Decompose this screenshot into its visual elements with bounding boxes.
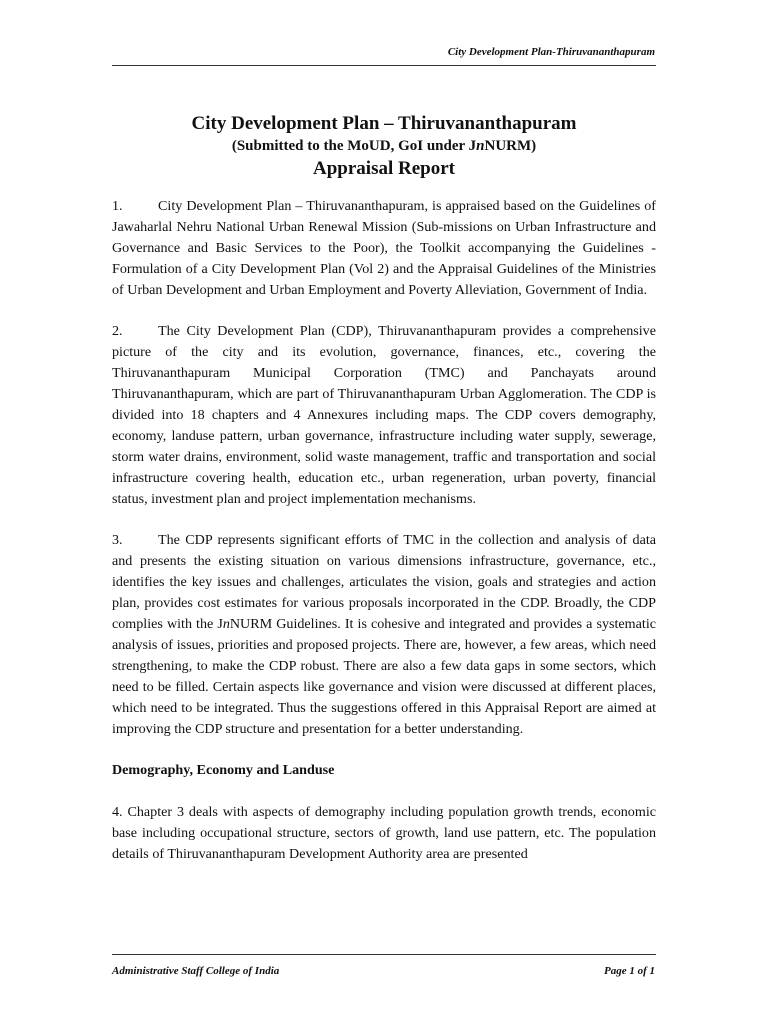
paragraph-1 [112, 196, 656, 301]
running-header: City Development Plan-Thiruvananthapuram [447, 46, 655, 58]
paragraph-2 [112, 321, 656, 509]
paragraph-number: 2. [112, 323, 123, 340]
header-divider [112, 65, 656, 66]
footer-page-number: Page 1 of 1 [603, 965, 655, 977]
subtitle-italic-n: n [476, 138, 485, 154]
paragraph-4 [112, 802, 656, 865]
footer-organization: Administrative Staff College of India [112, 965, 280, 977]
title-block [112, 112, 656, 182]
subtitle-open-paren: ( [231, 138, 237, 154]
footer-divider [112, 954, 656, 955]
document-title: City Development Plan – Thiruvananthapuram [191, 113, 577, 134]
paragraph-italic-n: n [222, 616, 230, 633]
subtitle-text-2: NURM) [484, 138, 537, 154]
paragraph-number: 3. [112, 532, 123, 549]
paragraph-text: City Development Plan – Thiruvananthapuram, is appraised based on the Guidelines of Jawaharlal Nehru National Urban Renewal Mission (Sub-missions on Urban Infrastructure and Governance and Basic Services to the Poor), the Toolkit accompanying the Guidelines - Formulation of a City Development Plan (Vol 2) and the Appraisal Guidelines of the Ministries of Urban Development and Urban Employment and Poverty Alleviation, Government of India. [112, 198, 656, 298]
document-body [112, 196, 656, 886]
paragraph-text: 4. Chapter 3 deals with aspects of demography including population growth trends, economic base including occupational structure, sectors of growth, land use pattern, etc. The population details of Thiruvananthapuram Development Authority area are presented [112, 804, 656, 863]
paragraph-text-part-1: The CDP represents significant efforts of TMC in the collection and analysis of data and presents the existing situation on various dimensions infrastructure, governance, etc., identifies the key issues and challenges, articulates the vision, goals and strategies and action plan, provides cost estimates for various proposals incorporated in the CDP. Broadly, the CDP complies with the J [112, 532, 656, 633]
section-heading: Demography, Economy and Landuse [112, 762, 335, 779]
paragraph-text: The City Development Plan (CDP), Thiruvananthapuram provides a comprehensive picture of the city and its evolution, governance, finances, etc., covering the Thiruvananthapuram Municipal Corporation (TMC) and Panchayats around Thiruvananthapuram, which are part of Thiruvananthapuram Urban Agglomeration. The CDP is divided into 18 chapters and 4 Annexures including maps. The CDP covers demography, economy, landuse pattern, urban governance, infrastructure including water supply, sewerage, storm water drains, environment, solid waste management, traffic and transportation and social infrastructure covering health, education etc., urban regeneration, urban poverty, financial status, investment plan and project implementation mechanisms. [112, 323, 656, 507]
paragraph-number: 1. [112, 198, 123, 214]
document-subtitle [112, 136, 656, 156]
subtitle-text-1: Submitted to the MoUD, GoI under J [236, 138, 477, 154]
report-title: Appraisal Report [313, 158, 455, 179]
paragraph-3 [112, 530, 656, 739]
paragraph-text-part-2: NURM Guidelines. It is cohesive and integrated and provides a systematic analysis of issues, priorities and proposed projects. There are, however, a few areas, which need strengthening, to make the CDP robust. There are also a few data gaps in some sectors, which need to be filled. Certain aspects like governance and vision were discussed at different places, which need to be integrated. Thus the suggestions offered in this Appraisal Report are aimed at improving the CDP structure and presentation for a better understanding. [112, 616, 656, 737]
